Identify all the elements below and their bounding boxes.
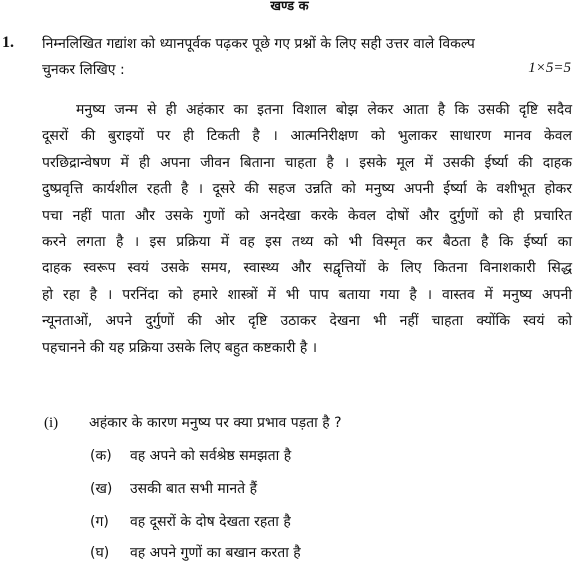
option-text: उसकी बात सभी मानते हैं — [130, 481, 258, 497]
passage-line: दूसरों की बुराइयों पर ही टिकती है । आत्मनिरीक्षण को भुलाकर साधारण मानव केवल — [42, 128, 572, 145]
option-item — [90, 512, 291, 531]
sub-question — [44, 413, 342, 432]
option-item — [90, 446, 291, 465]
passage-line: न्यूनताओं, अपने दुर्गुणों की ओर दृष्टि उठाकर देखना भी नहीं चाहता क्योंकि स्वयं को — [42, 313, 572, 330]
option-text: वह अपने गुणों का बखान करता है — [130, 545, 301, 561]
passage-line: दाहक स्वरूप स्वयं उसके समय, स्वास्थ्य और सद्वृत्तियों के लिए कितना विनाशकारी सिद्ध — [42, 260, 572, 277]
section-title: खण्ड क — [270, 0, 309, 14]
option-label: (ग) — [90, 514, 109, 530]
option-label: (ख) — [90, 481, 113, 497]
passage-line: पचा नहीं पाता और उसके गुणों को अनदेखा करके केवल दोषों और दुर्गुणों को ही प्रचारित — [42, 207, 572, 224]
question-number: 1. — [2, 34, 14, 51]
passage-line: दुष्प्रवृत्ति कार्यशील रहती है । दूसरे की सहज उन्नति को मनुष्य अपनी ईर्ष्या के वशीभूत होकर — [42, 181, 572, 198]
passage-line: पहचानने की यह प्रक्रिया उसके लिए बहुत कष्टकारी है । — [42, 339, 318, 356]
sub-question-number: (i) — [44, 415, 59, 431]
question-instruction-line-1: निम्नलिखित गद्यांश को ध्यानपूर्वक पढ़कर पूछे गए प्रश्नों के लिए सही उत्तर वाले विकल्प — [42, 36, 475, 52]
passage-line: मनुष्य जन्म से ही अहंकार का इतना विशाल बोझ लेकर आता है कि उसकी दृष्टि सदैव — [76, 102, 572, 118]
option-text: वह अपने को सर्वश्रेष्ठ समझता है — [130, 448, 292, 464]
passage-line: करने लगता है । इस प्रक्रिया में वह इस तथ्य को भी विस्मृत कर बैठता है कि ईर्ष्या का — [42, 233, 572, 250]
question-instruction-line-2: चुनकर लिखिए : — [42, 62, 125, 78]
option-text: वह दूसरों के दोष देखता रहता है — [130, 514, 291, 530]
option-item — [90, 543, 301, 562]
option-label: (घ) — [90, 545, 110, 561]
option-label: (क) — [90, 448, 112, 464]
passage — [42, 97, 572, 361]
sub-question-text: अहंकार के कारण मनुष्य पर क्या प्रभाव पड़ता है ? — [89, 415, 342, 431]
marks-allocation: 1×5=5 — [528, 60, 571, 76]
passage-line: परछिद्रान्वेषण में ही अपना जीवन बिताना चाहता है । इसके मूल में उसकी ईर्ष्या की दाहक — [42, 154, 572, 171]
passage-line: हो रहा है । परनिंदा को हमारे शास्त्रों में भी पाप बताया गया है । वास्तव में मनुष्य अपनी — [42, 286, 572, 303]
option-item — [90, 479, 257, 498]
